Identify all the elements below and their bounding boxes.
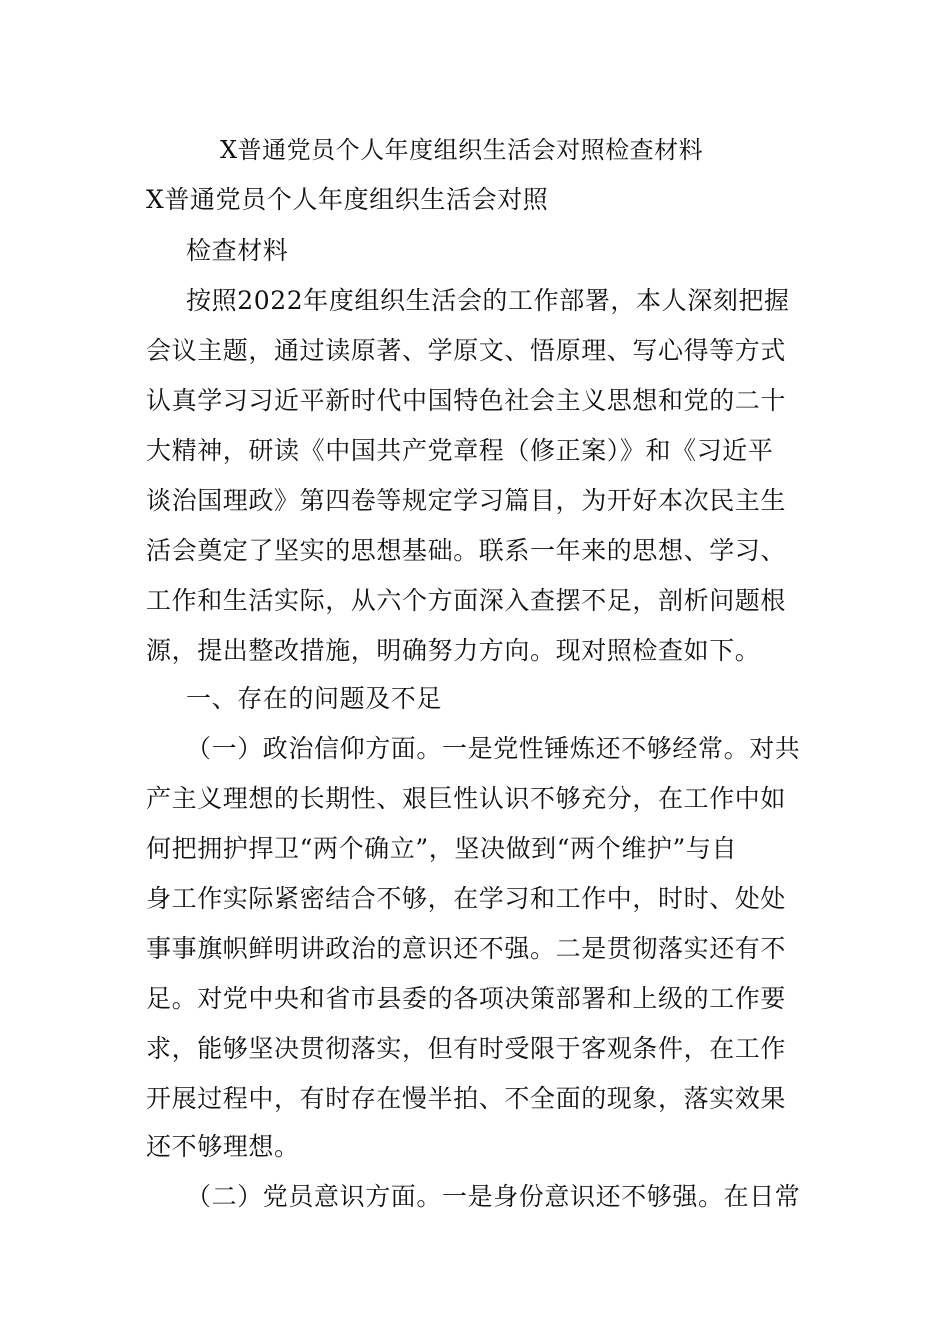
text-line: 求，能够坚决贯彻落实，但有时受限于客观条件，在工作 (146, 1034, 787, 1063)
text-line: 认真学习习近平新时代中国特色社会主义思想和党的二十 (146, 386, 787, 415)
text-line: 大精神，研读《中国共产党章程（修正案）》和《习近平 (146, 436, 774, 465)
text-line: 产主义理想的长期性、艰巨性认识不够充分，在工作中如 (146, 784, 787, 813)
section-heading: 一、存在的问题及不足 (186, 684, 443, 713)
text-line: 谈治国理政》第四卷等规定学习篇目，为开好本次民主生 (146, 486, 787, 515)
text-line: 检查材料 (186, 236, 289, 265)
text-line: 活会奠定了坚实的思想基础。联系一年来的思想、学习、 (146, 536, 787, 565)
text-line: 足。对党中央和省市县委的各项决策部署和上级的工作要 (146, 984, 787, 1013)
text-line: 按照2022年度组织生活会的工作部署，本人深刻把握 (186, 286, 790, 315)
text-line: 会议主题，通过读原著、学原文、悟原理、写心得等方式 (146, 336, 787, 365)
text-line: X普通党员个人年度组织生活会对照 (146, 185, 549, 214)
text-line: 还不够理想。 (146, 1132, 300, 1161)
text-line: 事事旗帜鲜明讲政治的意识还不强。二是贯彻落实还有不 (146, 934, 787, 963)
text-line: 源，提出整改措施，明确努力方向。现对照检查如下。 (146, 636, 761, 665)
text-line: 身工作实际紧密结合不够，在学习和工作中，时时、处处 (146, 884, 787, 913)
text-line: 开展过程中，有时存在慢半拍、不全面的现象，落实效果 (146, 1084, 787, 1113)
text-line: 何把拥护捍卫“两个确立”，坚决做到“两个维护”与自 (146, 834, 738, 863)
text-line: （二）党员意识方面。一是身份意识还不够强。在日常 (186, 1182, 801, 1211)
text-line: （一）政治信仰方面。一是党性锤炼还不够经常。对共 (186, 734, 801, 763)
text-line: 工作和生活实际，从六个方面深入查摆不足，剖析问题根 (146, 586, 787, 615)
document-title: X普通党员个人年度组织生活会对照检查材料 (220, 136, 704, 164)
